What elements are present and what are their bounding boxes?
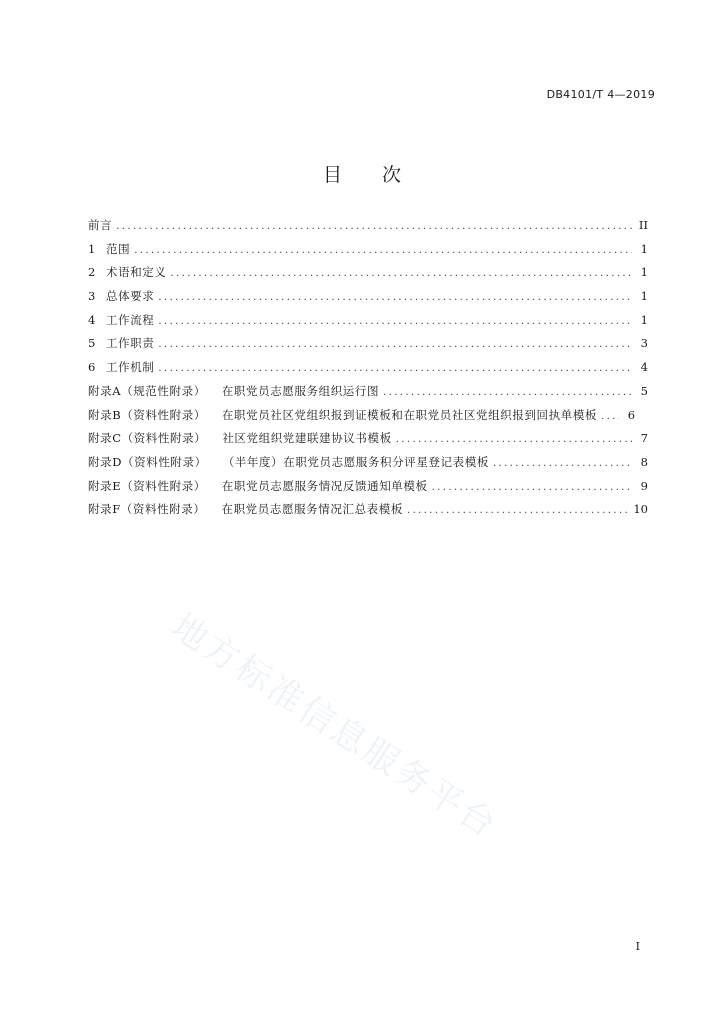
toc-entry-appendix-c[interactable]: [88, 430, 648, 454]
toc-page-number: 5: [640, 383, 648, 398]
toc-leader-dots: [493, 458, 632, 469]
toc-entry-label: 1 范围: [88, 241, 131, 256]
toc-page-number: 1: [640, 289, 648, 304]
toc-entry-label: 附录E（资料性附录） 在职党员志愿服务情况反馈通知单模板: [88, 478, 428, 493]
toc-entry-appendix-f[interactable]: [88, 501, 648, 525]
toc-leader-dots: [116, 221, 632, 232]
toc-leader-dots: [158, 292, 632, 303]
toc-leader-dots: [407, 505, 629, 516]
toc-entry-label: 5 工作职责: [88, 336, 155, 351]
toc-entry-label: 附录B（资料性附录） 在职党员社区党组织报到证模板和在职党员社区党组织报到回执单模板: [88, 407, 598, 422]
toc-leader-dots: [432, 482, 632, 493]
toc-entry-mechanism[interactable]: [88, 359, 648, 383]
toc-entry-appendix-b[interactable]: [88, 407, 648, 431]
toc-page-number: 1: [640, 241, 648, 256]
toc-page-number: 3: [640, 336, 648, 351]
toc-entry-label: 附录A（规范性附录） 在职党员志愿服务组织运行图: [88, 383, 380, 398]
toc-entry-responsibilities[interactable]: [88, 335, 648, 359]
footer-page-number: I: [635, 940, 640, 953]
toc-entry-label: 附录D（资料性附录） （半年度）在职党员志愿服务积分评星登记表模板: [88, 454, 489, 469]
toc-page-number: 9: [640, 478, 648, 493]
toc-leader-dots: [383, 387, 632, 398]
toc-leader-dots: [396, 434, 632, 445]
toc-page-number: 1: [640, 312, 648, 327]
toc-page-number: 7: [640, 431, 648, 446]
table-of-contents: [88, 217, 648, 525]
watermark: 地方标准信息服务平台: [163, 606, 505, 848]
toc-leader-dots: [134, 245, 632, 256]
toc-page-number: 8: [640, 454, 648, 469]
toc-entry-label: 附录C（资料性附录） 社区党组织党建联建协议书模板: [88, 431, 392, 446]
toc-entry-general-requirements[interactable]: [88, 288, 648, 312]
document-code: DB4101/T 4—2019: [546, 88, 655, 101]
toc-page-number: 1: [640, 265, 648, 280]
toc-page-number: 4: [640, 360, 648, 375]
toc-entry-appendix-e[interactable]: [88, 478, 648, 502]
toc-page-number: II: [638, 218, 648, 232]
toc-entry-label: 附录F（资料性附录） 在职党员志愿服务情况汇总表模板: [88, 502, 403, 517]
toc-title-char-1: 目: [322, 164, 342, 186]
toc-page-number: 10: [633, 502, 648, 517]
toc-page-number: 6: [627, 407, 636, 422]
toc-entry-appendix-a[interactable]: [88, 383, 648, 407]
toc-entry-label: 4 工作流程: [88, 312, 155, 327]
toc-entry-workflow[interactable]: [88, 312, 648, 336]
toc-entry-label: 2 术语和定义: [88, 265, 167, 280]
toc-leader-dots: [601, 411, 619, 422]
toc-entry-label: 3 总体要求: [88, 289, 155, 304]
toc-entry-label: 前言: [88, 218, 113, 232]
toc-entry-foreword[interactable]: [88, 217, 648, 241]
toc-leader-dots: [158, 363, 632, 374]
toc-entry-label: 6 工作机制: [88, 360, 155, 375]
toc-title-char-2: 次: [382, 164, 402, 186]
toc-entry-scope[interactable]: [88, 241, 648, 265]
toc-title: [0, 160, 724, 187]
toc-entry-terms[interactable]: [88, 264, 648, 288]
toc-leader-dots: [158, 339, 632, 350]
toc-leader-dots: [171, 268, 633, 279]
toc-entry-appendix-d[interactable]: [88, 454, 648, 478]
toc-leader-dots: [158, 316, 632, 327]
